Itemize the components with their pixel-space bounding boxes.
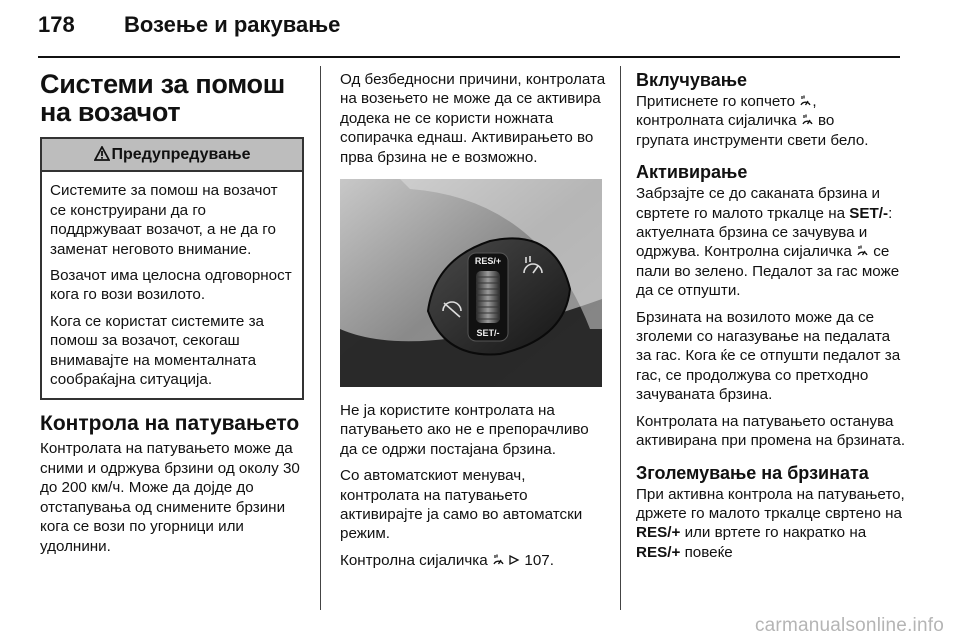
column-left bbox=[40, 70, 304, 563]
column-right bbox=[636, 70, 906, 569]
warning-triangle-icon bbox=[94, 146, 110, 161]
text-run: се пали во зелено. Педалот за гас може да се отпушти. bbox=[636, 243, 900, 300]
page-ref-arrow-icon[interactable] bbox=[509, 554, 520, 566]
text-run: повеќе bbox=[684, 543, 733, 561]
cruise-control-icon bbox=[801, 114, 814, 126]
paragraph: Со автоматскиот менувач, контролата на патувањето активирајте ја само во автоматски режим. bbox=[340, 467, 583, 543]
cruise-control-icon bbox=[492, 554, 505, 566]
paragraph: Контролата на патувањето останува активирана при промена на брзината. bbox=[636, 412, 906, 450]
text-run: : актуелната брзина се зачувува и одржува. Контролна сијаличка bbox=[636, 204, 893, 261]
warning-body bbox=[42, 172, 302, 398]
res-label: RES/+ bbox=[636, 543, 681, 561]
cruise-control-heading: Контрола на патувањето bbox=[40, 412, 300, 436]
paragraph bbox=[636, 184, 906, 300]
column-divider bbox=[620, 66, 621, 610]
text-run: или вртете го накратко на bbox=[684, 524, 867, 542]
watermark: carmanualsonline.info bbox=[754, 615, 944, 636]
text-run: При активна контрола на патувањето, држете го малото тркалце свртено на bbox=[636, 485, 905, 522]
paragraph: Од безбедносни причини, контролата на возењето не може да се активира додека не се користи ножната сопирачка еднаш. Активирањето во прва брзина не е возможно. bbox=[340, 71, 606, 166]
paragraph: Контролата на патувањето може да сними и одржува брзини од околу 30 до 200 км/ч. Може да дојде до отстапувања од снимените брзини кога се вози по угорници или удолнини. bbox=[40, 440, 300, 555]
switch-on-heading: Вклучување bbox=[636, 70, 748, 90]
warning-text: Системите за помош на возачот се конструирани да го поддржуваат возачот, а не да го заменат неговото внимание. bbox=[50, 182, 278, 258]
paragraph bbox=[636, 485, 906, 563]
text-run: Притиснете го копчето bbox=[636, 93, 796, 110]
column-middle bbox=[340, 70, 606, 577]
warning-box bbox=[40, 137, 304, 400]
paragraph: Не ја користите контролата на патувањето ако не е препорачливо да се одржи постајана брзина. bbox=[340, 402, 589, 458]
paragraph bbox=[340, 551, 606, 570]
paragraph bbox=[636, 92, 906, 150]
res-label: RES/+ bbox=[474, 256, 502, 267]
indicator-label: Контролна сијаличка bbox=[340, 551, 488, 569]
text-run: во bbox=[818, 112, 835, 130]
header-rule bbox=[38, 56, 900, 58]
paragraph: Брзината на возилото може да се зголеми со нагазување на педалата за гас. Кога ќе се отпушти педалот за гас, се продолжува со претходно зачуваната брзина. bbox=[636, 308, 901, 404]
cruise-control-icon bbox=[799, 95, 812, 107]
cruise-control-icon bbox=[856, 245, 869, 257]
page-header bbox=[38, 12, 340, 38]
page-number: 178 bbox=[38, 12, 75, 37]
warning-text: Возачот има целосна одговорност кога го вози возилото. bbox=[50, 267, 292, 304]
res-label: RES/+ bbox=[636, 524, 681, 542]
text-run: групата инструменти свети бело. bbox=[636, 131, 869, 149]
increase-speed-heading: Зголемување на брзината bbox=[636, 462, 869, 483]
section-heading: Системи за помош на возачот bbox=[40, 69, 285, 127]
section-title: Возење и ракување bbox=[124, 12, 341, 37]
set-label: SET/- bbox=[849, 204, 889, 222]
text-run: , bbox=[812, 93, 817, 110]
activate-heading: Активирање bbox=[636, 162, 748, 183]
column-divider bbox=[320, 66, 321, 610]
set-label: SET/- bbox=[476, 328, 500, 339]
warning-header bbox=[42, 139, 302, 172]
warning-label: Предупредување bbox=[111, 146, 251, 163]
page-ref[interactable]: 107. bbox=[524, 551, 554, 569]
steering-wheel-controls-image bbox=[340, 179, 602, 387]
text-run: Забрзајте се до саканата брзина и свртете го малото тркалце на bbox=[636, 185, 880, 222]
text-run: контролната сијаличка bbox=[636, 112, 797, 130]
warning-text: Кога се користат системите за помош за возачот, секогаш внимавајте на моменталната сообраќајна ситуација. bbox=[50, 312, 264, 389]
